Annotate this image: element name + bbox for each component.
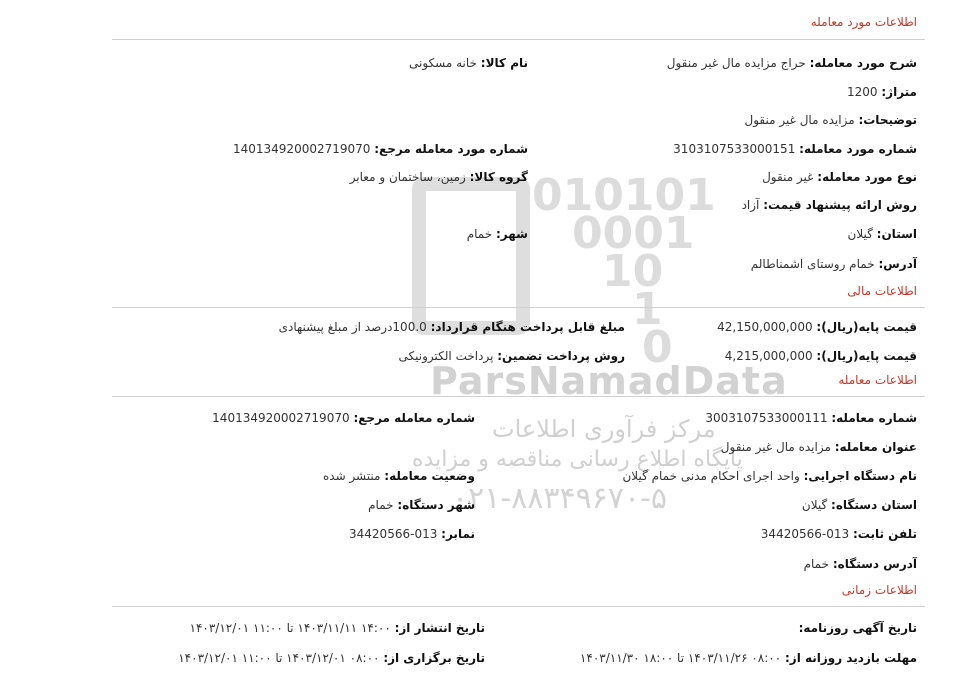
offer-method: روش ارائه پیشنهاد قیمت: آزاد: [741, 198, 917, 212]
area: متراژ: 1200: [847, 85, 917, 99]
goods-group: گروه کالا: زمین، ساختمان و معابر: [349, 170, 528, 184]
organization-province: استان دستگاه: گیلان: [801, 498, 917, 512]
notes: توضیحات: مزایده مال غیر منقول: [744, 113, 917, 127]
base-price-1: قیمت پایه(ریال): 42,150,000,000: [717, 320, 917, 334]
address: آدرس: خمام روستای اشمناطالم: [750, 257, 917, 271]
landline-phone: تلفن ثابت: 013-34420566: [760, 527, 917, 541]
section-divider: [112, 606, 925, 607]
watermark-text-1: مرکز فرآوری اطلاعات: [492, 415, 716, 443]
organization-city: شهر دستگاه: خمام: [368, 498, 475, 512]
watermark-brand: ParsNamadData: [430, 359, 788, 403]
base-price-2: قیمت پایه(ریال): 4,215,000,000: [724, 349, 917, 363]
newspaper-date: تاریخ آگهی روزنامه:: [798, 621, 917, 635]
transaction-reference-number: شماره معامله مرجع: 140134920002719070: [212, 411, 475, 425]
section-divider: [112, 39, 925, 40]
section-divider: [112, 396, 925, 397]
watermark-text-2: پایگاه اطلاع رسانی مناقصه و مزایده: [412, 447, 743, 472]
executive-organization: نام دستگاه اجرایی: واحد اجرای احکام مدنی خمام گیلان: [622, 469, 917, 483]
section-transaction-title: اطلاعات معامله: [838, 373, 917, 387]
city: شهر: خمام: [466, 227, 528, 241]
transaction-status: وضعیت معامله: منتشر شده: [322, 469, 475, 483]
fax: نمابر: 013-34420566: [349, 527, 475, 541]
section-time-title: اطلاعات زمانی: [841, 583, 917, 597]
goods-name: نام کالا: خانه مسکونی: [409, 56, 528, 70]
watermark-logo-icon: [412, 177, 530, 335]
province: استان: گیلان: [847, 227, 917, 241]
deal-type: نوع مورد معامله: غیر منقول: [762, 170, 917, 184]
guarantee-method: روش پرداخت تضمین: پرداخت الکترونیکی: [398, 349, 625, 363]
deal-description: شرح مورد معامله: حراج مزایده مال غیر منقول: [666, 56, 917, 70]
section-deal-title: اطلاعات مورد معامله: [810, 15, 917, 29]
watermark-phone: ۰۲۱-۸۸۳۴۹۶۷۰-۵: [452, 481, 668, 516]
payable-amount: مبلغ قابل پرداخت هنگام قرارداد: 100.0درصد از مبلغ پیشنهادی: [278, 320, 625, 334]
watermark-digits: 010101 0001 10 1 0: [532, 170, 716, 373]
daily-visit-deadline: مهلت بازدید روزانه از: ۰۸:۰۰ ۱۴۰۳/۱۱/۲۶ تا ۱۸:۰۰ ۱۴۰۳/۱۱/۳۰: [579, 651, 917, 665]
deal-info-page: [112, 7, 925, 684]
organization-address: آدرس دستگاه: خمام: [803, 557, 917, 571]
held-date: تاریخ برگزاری از: ۰۸:۰۰ ۱۴۰۳/۱۲/۰۱ تا ۱۱:۰۰ ۱۴۰۳/۱۲/۰۱: [178, 651, 485, 665]
publish-date: تاریخ انتشار از: ۱۴:۰۰ ۱۴۰۳/۱۱/۱۱ تا ۱۱:۰۰ ۱۴۰۳/۱۲/۰۱: [189, 621, 485, 635]
deal-reference-number: شماره مورد معامله مرجع: 140134920002719070: [232, 142, 528, 156]
transaction-number: شماره معامله: 3003107533000111: [705, 411, 917, 425]
deal-number: شماره مورد معامله: 3103107533000151: [673, 142, 917, 156]
transaction-title: عنوان معامله: مزایده مال غیر منقول: [720, 440, 917, 454]
section-divider: [112, 307, 925, 308]
section-financial-title: اطلاعات مالی: [847, 284, 917, 298]
